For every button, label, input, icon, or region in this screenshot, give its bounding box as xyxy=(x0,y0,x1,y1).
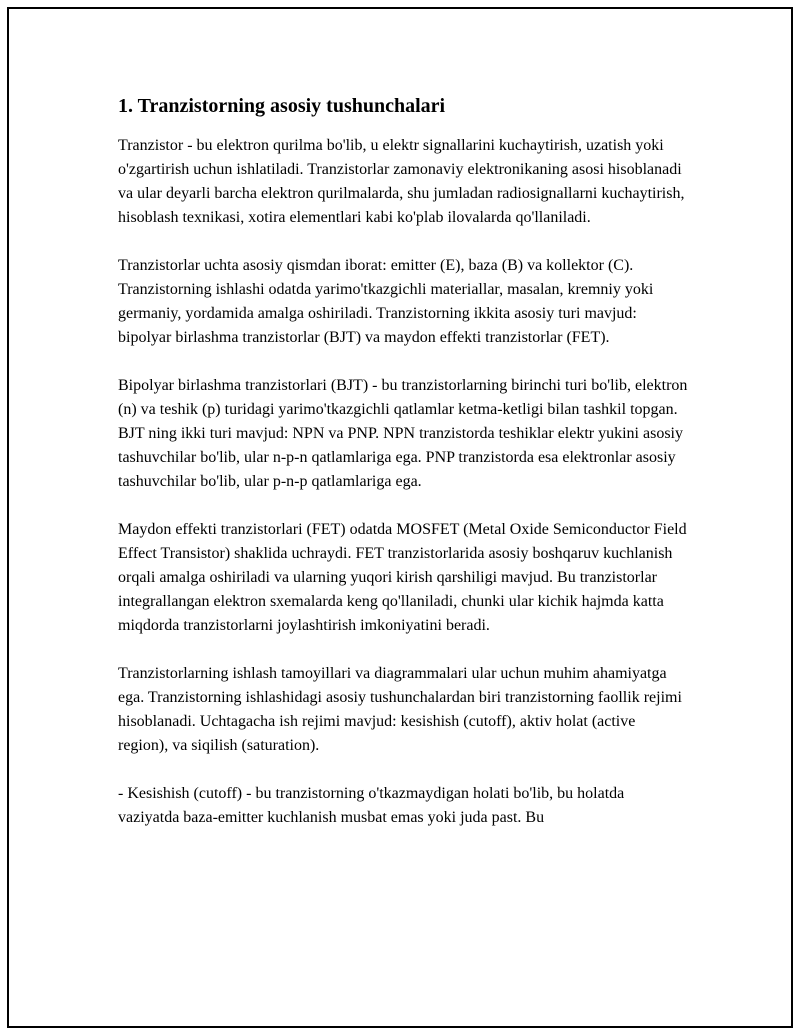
paragraph-intro: Tranzistor - bu elektron qurilma bo'lib, u elektr signallarini kuchaytirish, uzatish yoki o'zgartirish uchun ishlatiladi. Tranzistorlar zamonaviy elektronikaning asosi hisoblanadi va ular deyarli barcha elektron qurilmalarda, shu jumladan radiosignallarni kuchaytirish, hisoblash texnikasi, xotira elementlari kabi ko'plab ilovalarda qo'llaniladi. xyxy=(118,137,685,226)
paragraph-fet: Maydon effekti tranzistorlari (FET) odatda MOSFET (Metal Oxide Semiconductor Field Effect Transistor) shaklida uchraydi. FET tranzistorlarida asosiy boshqaruv kuchlanish orqali amalga oshiriladi va ularning yuqori kirish qarshiligi mavjud. Bu tranzistorlar integrallangan elektron sxemalarda keng qo'llaniladi, chunki ular kichik hajmda katta miqdorda tranzistorlarni joylashtirish imkoniyatini beradi. xyxy=(118,521,687,634)
document-body xyxy=(118,90,688,854)
section-heading: 1. Tranzistorning asosiy tushunchalari xyxy=(118,95,446,117)
paragraph-cutoff: - Kesishish (cutoff) - bu tranzistorning o'tkazmaydigan holati bo'lib, bu holatda vaziyatda baza-emitter kuchlanish musbat emas yoki juda past. Bu xyxy=(118,785,625,826)
paragraph-structure: Tranzistorlar uchta asosiy qismdan iborat: emitter (E), baza (B) va kollektor (C). Tranzistorning ishlashi odatda yarimo'tkazgichli materiallar, masalan, kremniy yoki germaniy, yordamida amalga oshiriladi. Tranzistorning ikkita asosiy turi mavjud: bipolyar birlashma tranzistorlar (BJT) va maydon effekti tranzistorlar (FET). xyxy=(118,257,654,346)
paragraph-bjt: Bipolyar birlashma tranzistorlari (BJT) - bu tranzistorlarning birinchi turi bo'lib, elektron (n) va teshik (p) turidagi yarimo'tkazgichli qatlamlar ketma-ketligi bilan tashkil topgan. BJT ning ikki turi mavjud: NPN va PNP. NPN tranzistorda teshiklar elektr yukini asosiy tashuvchilar bo'lib, ular n-p-n qatlamlariga ega. PNP tranzistorda esa elektronlar asosiy tashuvchilar bo'lib, ular p-n-p qatlamlariga ega. xyxy=(118,377,688,490)
paragraph-modes: Tranzistorlarning ishlash tamoyillari va diagrammalari ular uchun muhim ahamiyatga ega. Tranzistorning ishlashidagi asosiy tushunchalardan biri tranzistorning faollik rejimi hisoblanadi. Uchtagacha ish rejimi mavjud: kesishish (cutoff), aktiv holat (active region), va siqilish (saturation). xyxy=(118,665,682,754)
